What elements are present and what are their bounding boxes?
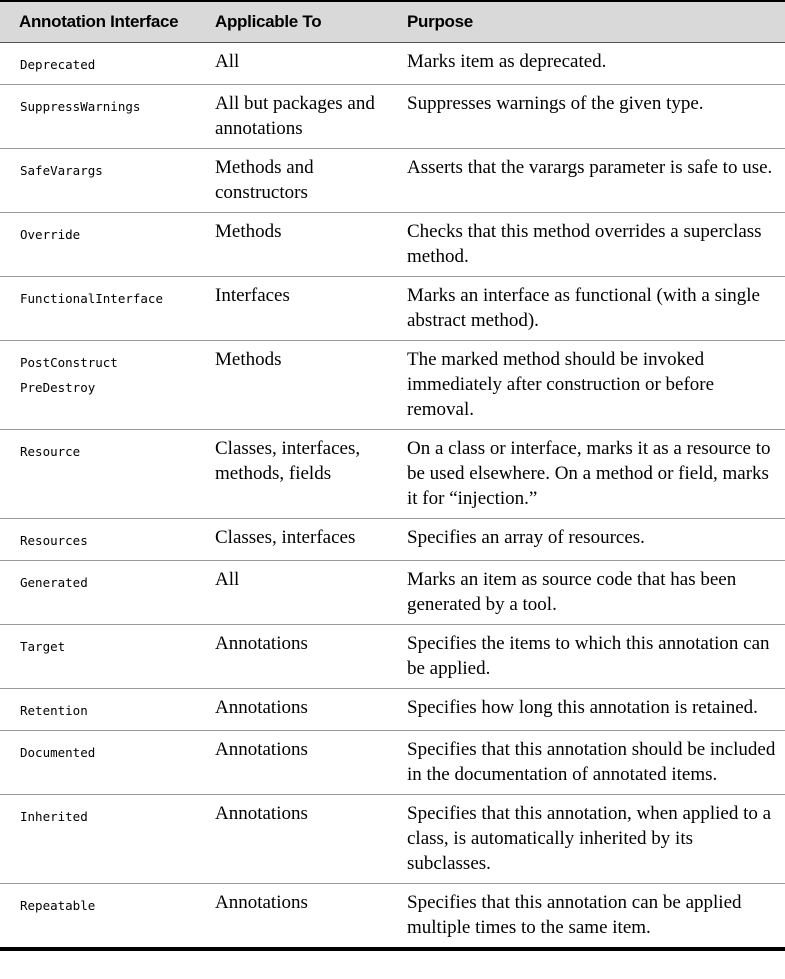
purpose-cell: Specifies that this annotation should be included in the documentation of annotated items. (407, 739, 776, 785)
table-body (0, 43, 785, 950)
annotation-name: Override (20, 227, 81, 242)
table-row (0, 561, 785, 625)
annotation-name: SafeVarargs (20, 163, 103, 178)
annotation-name: FunctionalInterface (20, 291, 163, 306)
annotation-name-cell (0, 884, 202, 950)
applicable-to-cell: Annotations (215, 739, 308, 760)
purpose-cell: Suppresses warnings of the given type. (407, 93, 704, 114)
annotation-name: Resource (20, 444, 81, 459)
column-header-annotation-interface: Annotation Interface (19, 12, 179, 31)
table-row (0, 884, 785, 950)
annotation-name-cell (0, 43, 202, 85)
table-row (0, 689, 785, 731)
applicable-to-cell: Annotations (215, 697, 308, 718)
applicable-to-cell: Interfaces (215, 285, 290, 306)
annotation-name-cell (0, 85, 202, 149)
annotation-name: Documented (20, 745, 96, 760)
annotation-name: SuppressWarnings (20, 99, 141, 114)
annotation-name-cell (0, 625, 202, 689)
purpose-cell: Marks item as deprecated. (407, 51, 607, 72)
table-row (0, 277, 785, 341)
annotation-name-cell (0, 277, 202, 341)
annotation-name-cell (0, 795, 202, 884)
table-row (0, 731, 785, 795)
applicable-to-cell: Methods (215, 221, 282, 242)
annotation-name: Retention (20, 703, 88, 718)
annotation-name-cell (0, 519, 202, 561)
purpose-cell: Checks that this method overrides a superclass method. (407, 221, 762, 267)
column-header-purpose: Purpose (407, 12, 473, 31)
applicable-to-cell: Classes, interfaces (215, 527, 356, 548)
applicable-to-cell: Annotations (215, 803, 308, 824)
annotation-name: PreDestroy (20, 380, 96, 395)
table-row (0, 213, 785, 277)
annotation-name-cell (0, 430, 202, 519)
purpose-cell: Specifies the items to which this annotation can be applied. (407, 633, 770, 679)
applicable-to-cell: All (215, 51, 240, 72)
applicable-to-cell: All (215, 569, 240, 590)
purpose-cell: Specifies that this annotation, when applied to a class, is automatically inherited by its subclasses. (407, 803, 772, 874)
table-row (0, 519, 785, 561)
table-row (0, 625, 785, 689)
purpose-cell: Asserts that the varargs parameter is safe to use. (407, 157, 773, 178)
annotation-name-cell (0, 149, 202, 213)
annotation-name-cell (0, 731, 202, 795)
annotation-name-cell (0, 341, 202, 430)
purpose-cell: Marks an item as source code that has been generated by a tool. (407, 569, 737, 615)
applicable-to-cell: Methods (215, 349, 282, 370)
purpose-cell: Specifies an array of resources. (407, 527, 645, 548)
header-row (0, 1, 785, 43)
table-row (0, 43, 785, 85)
table-row (0, 795, 785, 884)
applicable-to-cell: All but packages and annotations (215, 93, 375, 139)
table-header (0, 1, 785, 43)
table-row (0, 341, 785, 430)
table-row (0, 149, 785, 213)
annotation-name: Deprecated (20, 57, 96, 72)
applicable-to-cell: Annotations (215, 892, 308, 913)
annotation-name: Repeatable (20, 898, 96, 913)
annotation-name: Target (20, 639, 66, 654)
column-header-applicable-to: Applicable To (215, 12, 322, 31)
annotation-name: Inherited (20, 809, 88, 824)
table-row (0, 430, 785, 519)
applicable-to-cell: Annotations (215, 633, 308, 654)
annotation-name: Resources (20, 533, 88, 548)
purpose-cell: Specifies that this annotation can be applied multiple times to the same item. (407, 892, 742, 938)
annotation-name-cell (0, 213, 202, 277)
purpose-cell: Specifies how long this annotation is retained. (407, 697, 758, 718)
annotation-name: PostConstruct (20, 355, 118, 370)
applicable-to-cell: Classes, interfaces, methods, fields (215, 438, 361, 484)
purpose-cell: Marks an interface as functional (with a single abstract method). (407, 285, 760, 331)
table-row (0, 85, 785, 149)
purpose-cell: The marked method should be invoked immediately after construction or before removal. (407, 349, 715, 420)
purpose-cell: On a class or interface, marks it as a resource to be used elsewhere. On a method or field, marks it for “injection.” (407, 438, 771, 509)
annotation-name: Generated (20, 575, 88, 590)
applicable-to-cell: Methods and constructors (215, 157, 314, 203)
annotation-name-cell (0, 561, 202, 625)
annotation-name-cell (0, 689, 202, 731)
